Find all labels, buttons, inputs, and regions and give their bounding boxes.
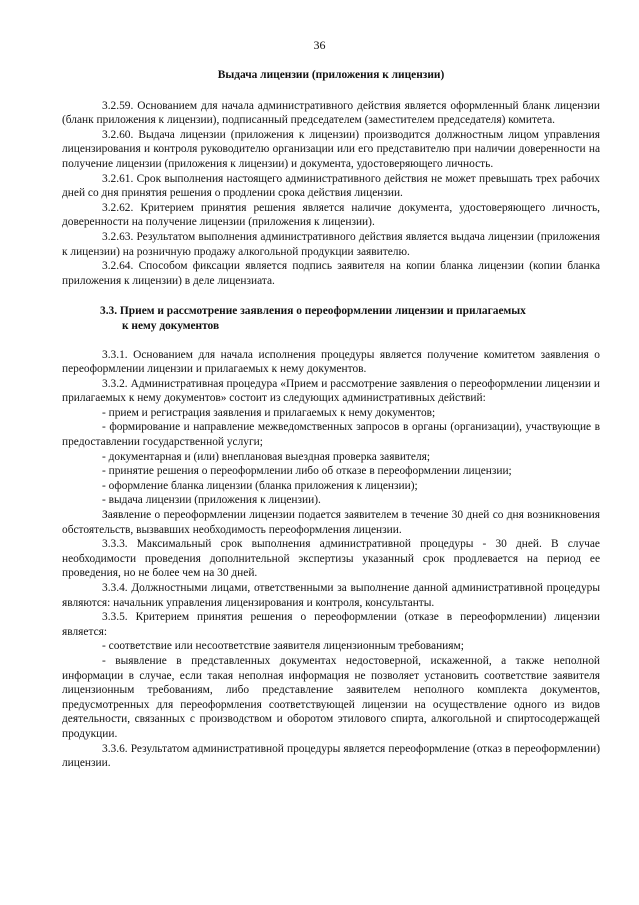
- document-body: [62, 68, 600, 771]
- paragraph-application-term: Заявление о переоформлении лицензии подается заявителем в течение 30 дней со дня возникновения обстоятельств, вызвавших необходимость переоформления лицензии.: [62, 509, 600, 536]
- paragraph-3-3-4: 3.3.4. Должностными лицами, ответственными за выполнение данной административной процедуры являются: начальник управления лицензирования и контроля, консультанты.: [62, 582, 600, 609]
- list-item: - прием и регистрация заявления и прилагаемых к нему документов;: [102, 406, 436, 419]
- section-title-line-2: к нему документов: [122, 319, 220, 332]
- subsection-heading: Выдача лицензии (приложения к лицензии): [217, 69, 445, 81]
- paragraph-3-2-61: 3.2.61. Срок выполнения настоящего административного действия не может превышать трех рабочих дней со дня принятия решения о продлении срока действия лицензии.: [62, 172, 600, 200]
- list-item: - формирование и направление межведомственных запросов в органы (организации), участвующие в предоставлении государственной услуги;: [62, 421, 600, 449]
- list-item: - выявление в представленных документах недостоверной, искаженной, а также неполной информации в случае, если такая неполная информация не позволяет установить соответствие заявителя лицензионным требованиям, либо представление заявителем неполного комплекта документов, предусмотренных для переоформления соответствующей лицензии на осуществление одного из видов деятельности, связанных с производством и оборотом этилового спирта, алкогольной и спиртосодержащей продукции.: [62, 654, 600, 740]
- section-title-3-3: [62, 304, 600, 333]
- list-item: - выдача лицензии (приложения к лицензии).: [102, 494, 321, 507]
- list-item: - принятие решения о переоформлении либо об отказе в переоформлении лицензии;: [102, 465, 512, 478]
- paragraph-3-3-2: 3.3.2. Административная процедура «Прием и рассмотрение заявления о переоформлении лицензии и прилагаемых к нему документов» состоит из следующих административных действий:: [62, 377, 600, 405]
- paragraph-3-3-6: 3.3.6. Результатом административной процедуры является переоформление (отказ в переоформлении) лицензии.: [62, 742, 600, 770]
- paragraph-3-2-63: 3.2.63. Результатом выполнения административного действия является выдача лицензии (приложения к лицензии) на розничную продажу алкогольной продукции заявителю.: [62, 230, 600, 258]
- paragraph-3-2-62: 3.2.62. Критерием принятия решения является наличие документа, удостоверяющего личность, доверенности на получение лицензии (приложения к лицензии).: [62, 201, 600, 229]
- paragraph-3-3-3: 3.3.3. Максимальный срок выполнения административной процедуры - 30 дней. В случае необходимости проведения дополнительной экспертизы указанный срок продлевается на период ее проведения, но не более чем на 30 дней.: [62, 538, 600, 580]
- paragraph-3-3-5: 3.3.5. Критерием принятия решения о переоформлении (отказе в переоформлении) лицензии является:: [62, 611, 600, 638]
- section-title-line-1: 3.3. Прием и рассмотрение заявления о переоформлении лицензии и прилагаемых: [100, 305, 526, 318]
- list-item: - оформление бланка лицензии (бланка приложения к лицензии);: [102, 479, 418, 492]
- list-item: - документарная и (или) внеплановая выездная проверка заявителя;: [102, 450, 431, 463]
- paragraph-3-3-1: 3.3.1. Основанием для начала исполнения процедуры является получение комитетом заявления о переоформлении лицензии и прилагаемых к нему документов.: [62, 348, 600, 376]
- paragraph-3-2-64: 3.2.64. Способом фиксации является подпись заявителя на копии бланка лицензии (копии бланка приложения к лицензии) в деле лицензиата.: [62, 260, 600, 287]
- paragraph-3-2-59: 3.2.59. Основанием для начала административного действия является оформленный бланк лицензии (бланк приложения к лицензии), подписанный председателем (заместителем председателя) комитета.: [62, 99, 600, 127]
- paragraph-3-2-60: 3.2.60. Выдача лицензии (приложения к лицензии) производится должностным лицом управления лицензирования и контроля руководителю организации или его представителю при наличии доверенности на получение лицензии (приложения к лицензии) и документа, удостоверяющего личность.: [62, 128, 600, 170]
- list-item: - соответствие или несоответствие заявителя лицензионным требованиям;: [102, 640, 464, 653]
- page-number: 36: [313, 38, 326, 52]
